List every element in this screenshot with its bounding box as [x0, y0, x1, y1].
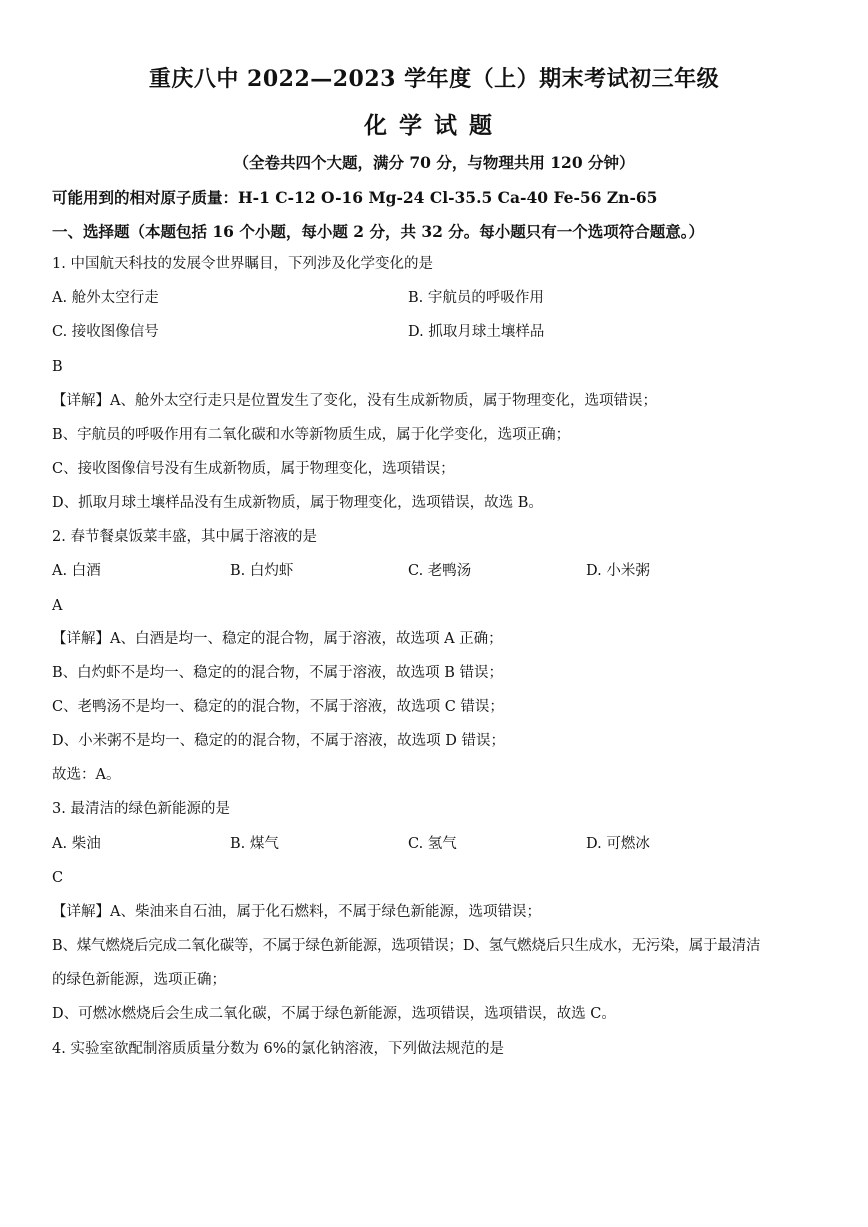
explanation-line: 【详解】A、白酒是均一、稳定的混合物，属于溶液，故选项 A 正确； [52, 631, 503, 647]
section-heading: 一、选择题（本题包括 16 个小题，每小题 2 分，共 32 分。每小题只有一个选项符合题意。） [52, 222, 705, 241]
exam-title: 重庆八中 2022—2023 学年度（上）期末考试初三年级 [148, 66, 720, 92]
explanation-line: B、宇航员的呼吸作用有二氧化碳和水等新物质生成，属于化学变化，选项正确； [52, 427, 571, 443]
subject-title: 化学试题 [364, 112, 504, 139]
answer: A [52, 598, 63, 614]
option-b: B. 宇航员的呼吸作用 [408, 290, 544, 306]
explanation-line: 【详解】A、柴油来自石油，属于化石燃料，不属于绿色新能源，选项错误； [52, 904, 541, 920]
option-a: A. 白酒 [52, 563, 101, 579]
explanation-line: D、抓取月球土壤样品没有生成新物质，属于物理变化，选项错误，故选 B。 [52, 495, 543, 511]
question-stem: 1. 中国航天科技的发展令世界瞩目，下列涉及化学变化的是 [52, 256, 433, 272]
option-c: C. 老鸭汤 [408, 563, 472, 579]
explanation-line: 【详解】A、舱外太空行走只是位置发生了变化，没有生成新物质，属于物理变化，选项错误； [52, 393, 657, 409]
atomic-masses: 可能用到的相对原子质量：H-1 C-12 O-16 Mg-24 Cl-35.5 Ca-40 Fe-56 Zn-65 [52, 188, 658, 207]
option-d: D. 抓取月球土壤样品 [408, 324, 545, 340]
exam-note: （全卷共四个大题，满分 70 分，与物理共用 120 分钟） [233, 153, 635, 172]
explanation-line: C、老鸭汤不是均一、稳定的的混合物，不属于溶液，故选项 C 错误； [52, 699, 504, 715]
option-b: B. 白灼虾 [230, 563, 294, 579]
option-c: C. 接收图像信号 [52, 324, 159, 340]
explanation-line: B、煤气燃烧后完成二氧化碳等，不属于绿色新能源，选项错误；D、氢气燃烧后只生成水，无污染，属于最清洁 [52, 938, 761, 954]
explanation-line: 的绿色新能源，选项正确； [52, 972, 226, 988]
question-stem: 2. 春节餐桌饭菜丰盛，其中属于溶液的是 [52, 529, 317, 545]
option-a: A. 柴油 [52, 836, 101, 852]
explanation-line: D、可燃冰燃烧后会生成二氧化碳，不属于绿色新能源，选项错误，选项错误，故选 C。 [52, 1006, 616, 1022]
explanation-line: D、小米粥不是均一、稳定的的混合物，不属于溶液，故选项 D 错误； [52, 733, 505, 749]
question-stem: 3. 最清洁的绿色新能源的是 [52, 801, 230, 817]
option-d: D. 可燃冰 [586, 836, 650, 852]
explanation-line: B、白灼虾不是均一、稳定的的混合物，不属于溶液，故选项 B 错误； [52, 665, 504, 681]
option-a: A. 舱外太空行走 [52, 290, 159, 306]
answer: B [52, 359, 63, 375]
option-c: C. 氢气 [408, 836, 457, 852]
explanation-line: C、接收图像信号没有生成新物质，属于物理变化，选项错误； [52, 461, 455, 477]
question-stem: 4. 实验室欲配制溶质质量分数为 6%的氯化钠溶液，下列做法规范的是 [52, 1041, 505, 1057]
explanation-line: 故选：A。 [52, 767, 121, 783]
option-d: D. 小米粥 [586, 563, 650, 579]
answer: C [52, 870, 64, 886]
option-b: B. 煤气 [230, 836, 279, 852]
